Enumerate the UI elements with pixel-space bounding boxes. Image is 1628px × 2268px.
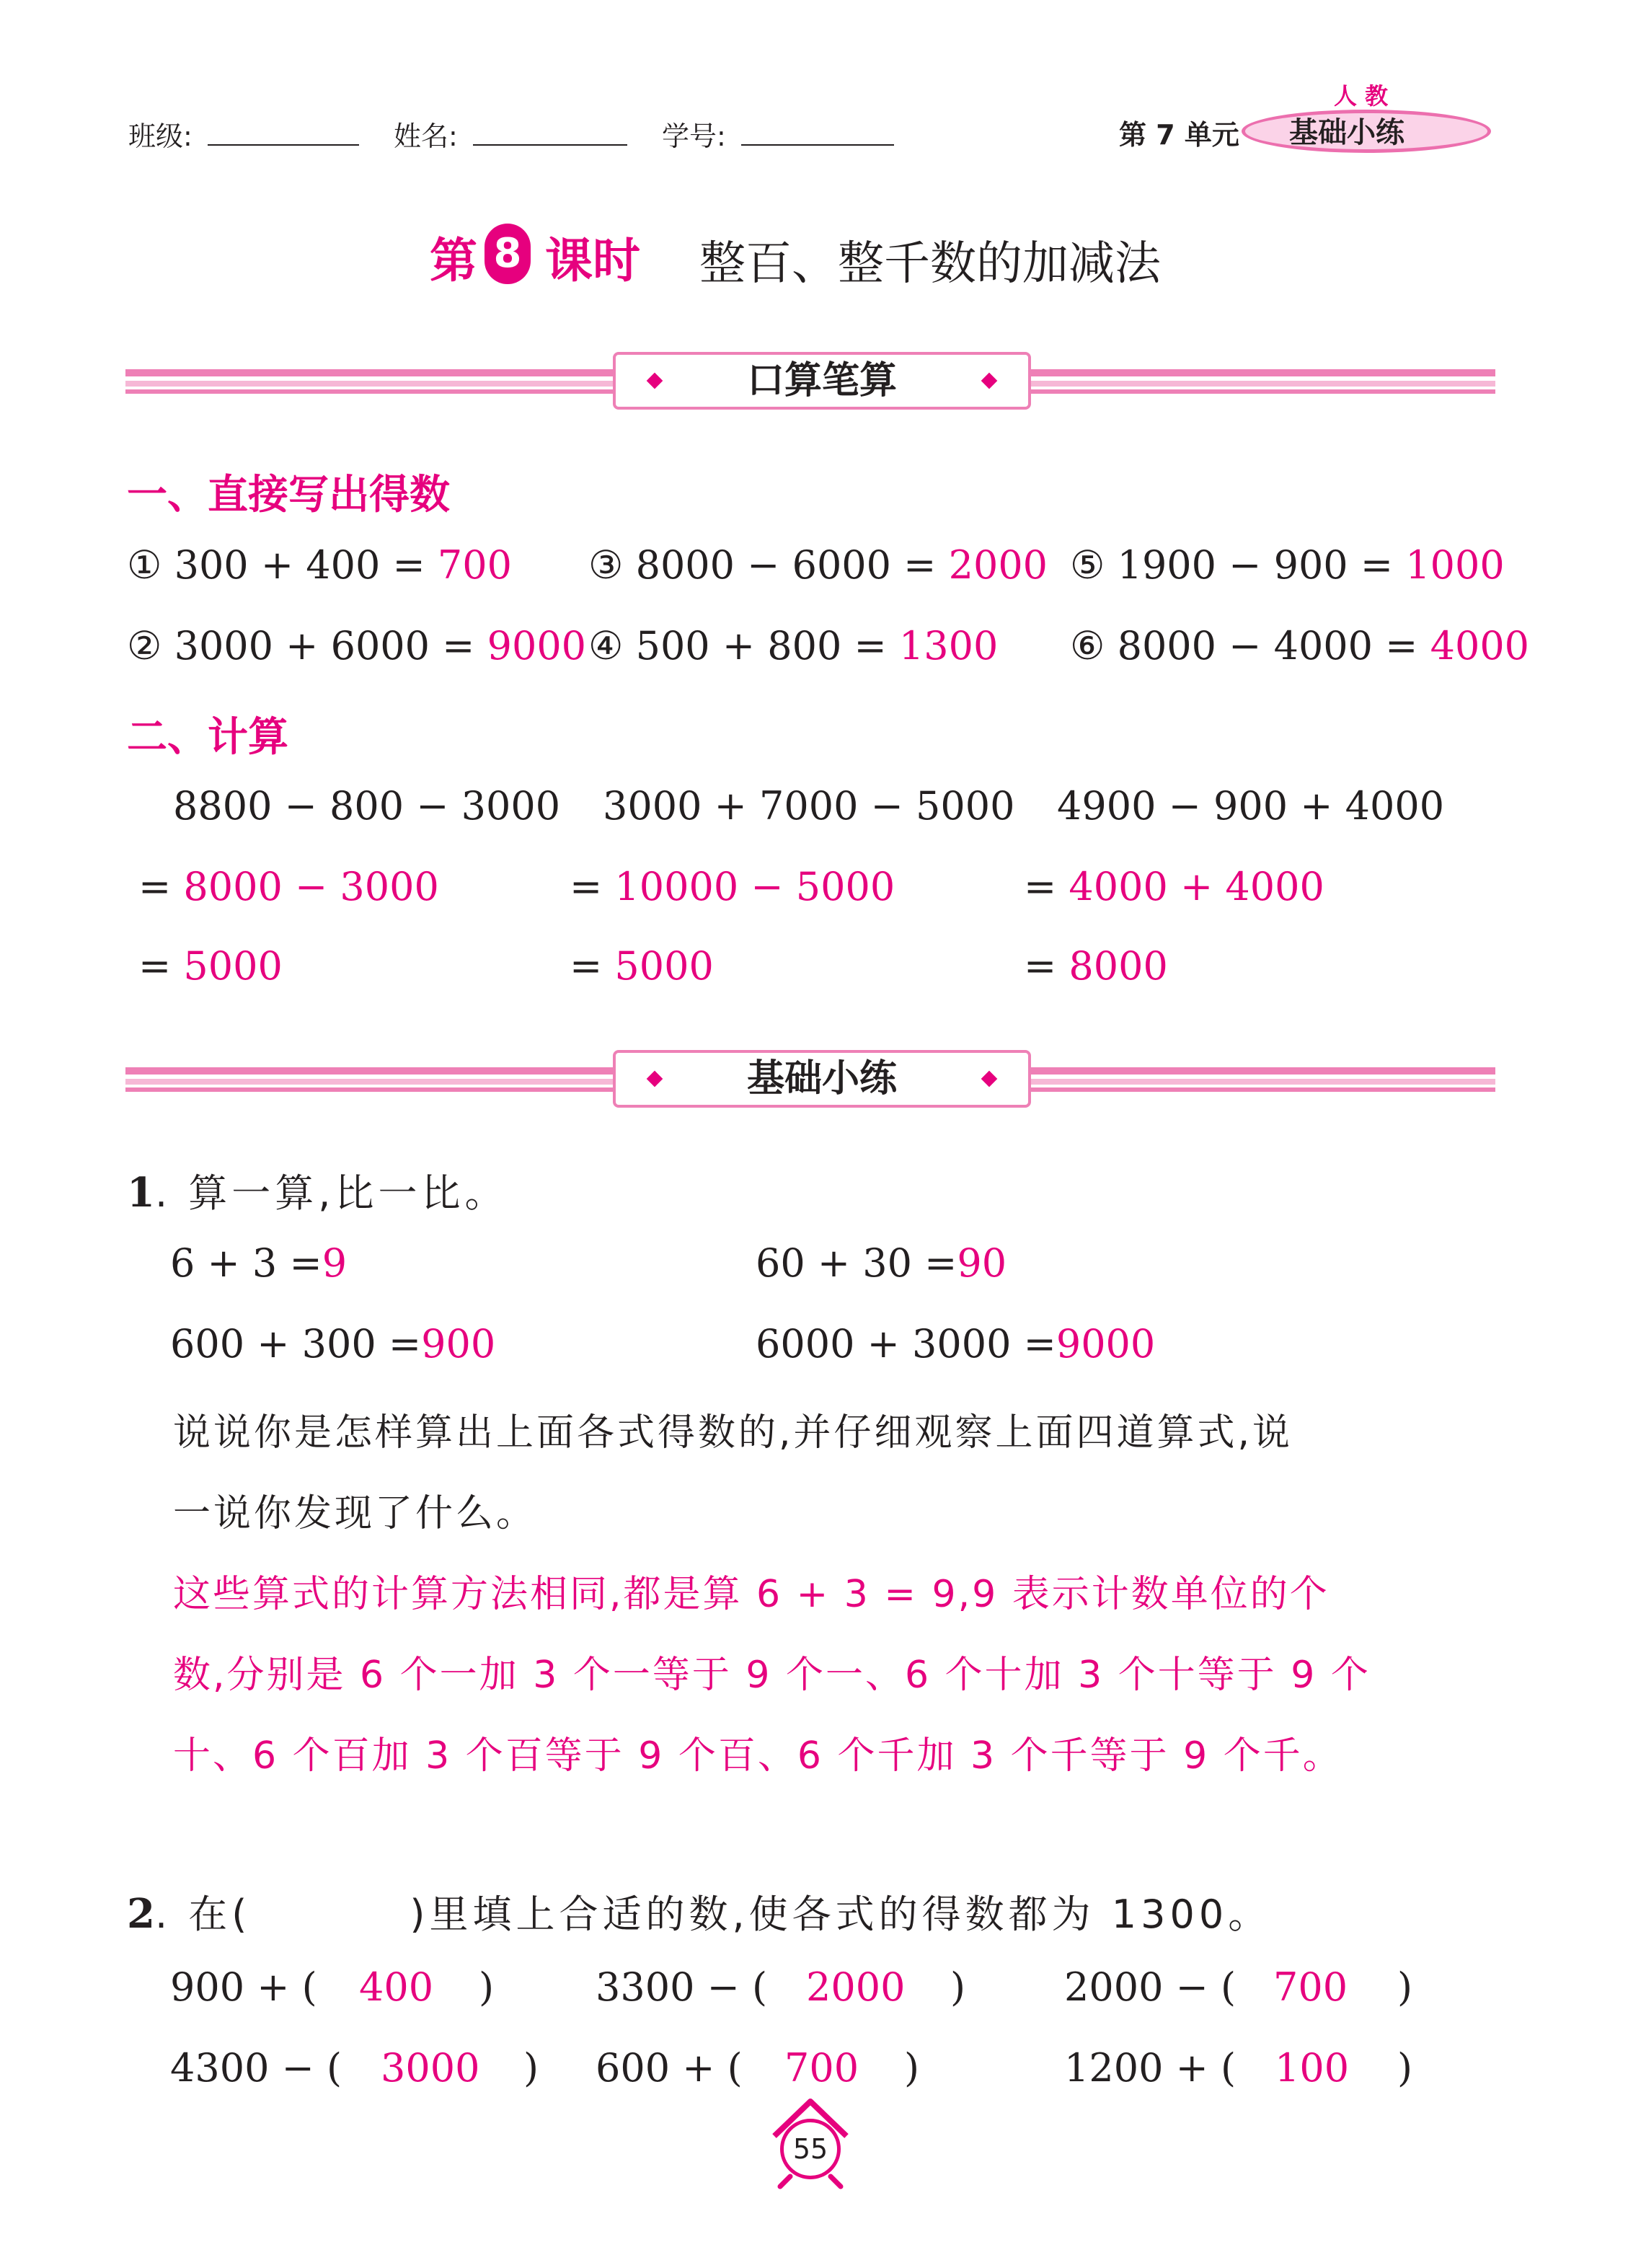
fill-item: 4300 − ( <box>170 2045 342 2091</box>
close-paren: ) <box>1397 1964 1413 2010</box>
oral-item: ⑥ 8000 − 4000 = 4000 <box>1070 623 1530 669</box>
fill-item: 2000 − ( <box>1064 1964 1237 2010</box>
student-no-blank[interactable] <box>741 144 894 146</box>
oral-item: ④ 500 + 800 = 1300 <box>588 623 999 669</box>
calc-step: = 8000 − 3000 <box>138 864 439 909</box>
section-heading: 二、计算 <box>127 714 288 761</box>
oral-item: ⑤ 1900 − 900 = 1000 <box>1070 542 1505 588</box>
close-paren: ) <box>523 2045 539 2091</box>
series-label: 基础小练 <box>1289 116 1404 149</box>
fill-answer[interactable]: 3000 <box>381 2045 480 2091</box>
fill-answer[interactable]: 400 <box>359 1964 434 2010</box>
section-heading: 一、直接写出得数 <box>127 472 450 519</box>
page-number: 55 <box>780 2119 841 2179</box>
class-blank[interactable] <box>208 144 359 146</box>
question-2-prompt: 2. 在( )里填上合适的数,使各式的得数都为 1300。 <box>127 1890 1272 1938</box>
compare-item: 60 + 30 =90 <box>756 1240 1007 1286</box>
lesson-number-badge: 8 <box>485 224 531 284</box>
lesson-suffix: 课时 <box>545 233 640 288</box>
compare-item: 6 + 3 =9 <box>170 1240 348 1286</box>
question-1-discussion: 说说你是怎样算出上面各式得数的,并仔细观察上面四道算式,说 <box>173 1411 1293 1455</box>
class-label: 班级: <box>128 120 193 152</box>
calc-step: = 4000 + 4000 <box>1024 864 1324 909</box>
calc-result: = 8000 <box>1024 943 1168 989</box>
answer: 2000 <box>948 542 1048 588</box>
close-paren: ) <box>904 2045 920 2091</box>
compare-item: 600 + 300 =900 <box>170 1321 496 1367</box>
calc-expression: 8800 − 800 − 3000 <box>173 783 561 829</box>
fill-answer[interactable]: 700 <box>784 2045 859 2091</box>
answer: 9000 <box>487 623 587 669</box>
fill-answer[interactable]: 2000 <box>806 1964 906 2010</box>
lesson-prefix: 第 <box>430 233 477 288</box>
name-label: 姓名: <box>394 120 458 152</box>
name-blank[interactable] <box>473 144 627 146</box>
publisher-label: 人 教 <box>1334 82 1389 110</box>
fill-item: 600 + ( <box>596 2045 743 2091</box>
banner-basic-practice <box>613 1050 1031 1108</box>
calc-expression: 3000 + 7000 − 5000 <box>603 783 1015 829</box>
question-1-answer: 十、6 个百加 3 个百等于 9 个百、6 个千加 3 个千等于 9 个千。 <box>173 1734 1342 1778</box>
fill-item: 1200 + ( <box>1064 2045 1237 2091</box>
oral-item: ③ 8000 − 6000 = 2000 <box>588 542 1048 588</box>
answer: 1300 <box>898 623 999 669</box>
calc-expression: 4900 − 900 + 4000 <box>1057 783 1445 829</box>
close-paren: ) <box>950 1964 966 2010</box>
question-1-answer: 数,分别是 6 个一加 3 个一等于 9 个一、6 个十加 3 个十等于 9 个 <box>173 1654 1371 1697</box>
answer: 4000 <box>1430 623 1530 669</box>
unit-label: 第 7 单元 <box>1119 119 1239 151</box>
banner-oral-written <box>613 352 1031 410</box>
close-paren: ) <box>1397 2045 1413 2091</box>
student-no-label: 学号: <box>662 120 726 152</box>
fill-answer[interactable]: 100 <box>1275 2045 1350 2091</box>
answer: 1000 <box>1405 542 1505 588</box>
fill-item: 3300 − ( <box>596 1964 768 2010</box>
calc-result: = 5000 <box>570 943 714 989</box>
answer: 700 <box>437 542 512 588</box>
question-1-prompt: 1. 算一算,比一比。 <box>127 1169 508 1217</box>
close-paren: ) <box>479 1964 495 2010</box>
lesson-title: 整百、整千数的加减法 <box>699 237 1161 291</box>
question-1-answer: 这些算式的计算方法相同,都是算 6 + 3 = 9,9 表示计数单位的个 <box>173 1573 1330 1616</box>
oral-item: ② 3000 + 6000 = 9000 <box>127 623 587 669</box>
calc-result: = 5000 <box>138 943 283 989</box>
calc-step: = 10000 − 5000 <box>570 864 895 909</box>
compare-item: 6000 + 3000 =9000 <box>756 1321 1156 1367</box>
banner-title: 基础小练 <box>746 1057 897 1100</box>
fill-answer[interactable]: 700 <box>1273 1964 1348 2010</box>
oral-item: ① 300 + 400 = 700 <box>127 542 512 588</box>
fill-item: 900 + ( <box>170 1964 317 2010</box>
banner-title: 口算笔算 <box>746 359 897 402</box>
question-1-discussion: 一说你发现了什么。 <box>173 1492 537 1535</box>
